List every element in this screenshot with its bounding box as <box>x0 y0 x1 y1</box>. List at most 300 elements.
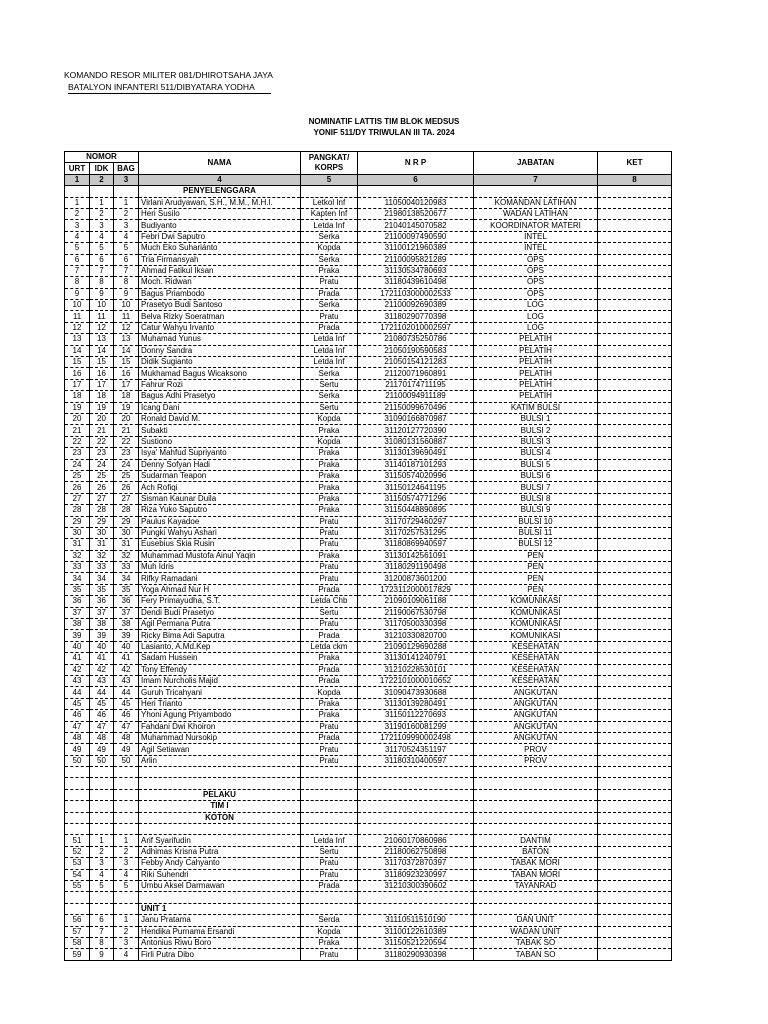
cell-jabatan: PROV <box>474 755 598 766</box>
cell-idk: 36 <box>90 596 114 607</box>
cell-bag: 47 <box>114 721 139 732</box>
cell-jabatan: TAYANRAD <box>474 881 598 892</box>
cell-pangkat: Letda Inf <box>301 334 358 345</box>
cell-ket <box>598 265 672 276</box>
cell-jabatan <box>474 186 598 197</box>
cell-nama: Tony Effendy <box>139 664 301 675</box>
cell-nrp <box>358 892 474 903</box>
cell-urt: 4 <box>65 231 90 242</box>
table-row <box>65 516 672 527</box>
cell-idk <box>90 824 114 835</box>
cell-nama: Adhimas Krisna Putra <box>139 846 301 857</box>
cell-jabatan: KOMUNIKASI <box>474 607 598 618</box>
cell-ket <box>598 334 672 345</box>
cell-nrp <box>358 767 474 778</box>
cell-bag: 4 <box>114 869 139 880</box>
cell-urt: 59 <box>65 949 90 960</box>
cell-urt <box>65 778 90 789</box>
cell-bag: 39 <box>114 630 139 641</box>
cell-urt: 3 <box>65 220 90 231</box>
blank-row <box>65 892 672 903</box>
table-row <box>65 630 672 641</box>
table-row <box>65 470 672 481</box>
header-line-1: KOMANDO RESOR MILITER 081/DHIROTSAHA JAYA <box>64 70 273 80</box>
table-row <box>65 368 672 379</box>
cell-idk <box>90 767 114 778</box>
cell-bag: 16 <box>114 368 139 379</box>
cell-ket <box>598 459 672 470</box>
cell-nama: Budiyanto <box>139 220 301 231</box>
cell-idk <box>90 812 114 823</box>
cell-bag: 29 <box>114 516 139 527</box>
cell-ket <box>598 675 672 686</box>
table-row <box>65 653 672 664</box>
cell-jabatan: BULSI 7 <box>474 482 598 493</box>
cell-urt: 49 <box>65 744 90 755</box>
cell-nama: Sustiono <box>139 436 301 447</box>
cell-pangkat: Praka <box>301 653 358 664</box>
cell-bag <box>114 789 139 800</box>
cell-jabatan <box>474 812 598 823</box>
cell-urt <box>65 186 90 197</box>
cell-idk: 26 <box>90 482 114 493</box>
table-row <box>65 527 672 538</box>
cell-bag: 6 <box>114 254 139 265</box>
cell-jabatan: TABAN MORI <box>474 869 598 880</box>
table-row <box>65 505 672 516</box>
table-row <box>65 413 672 424</box>
cell-urt: 32 <box>65 550 90 561</box>
cell-pangkat: Letda Inf <box>301 220 358 231</box>
cell-bag: 43 <box>114 675 139 686</box>
cell-idk: 28 <box>90 505 114 516</box>
cell-pangkat: Pratu <box>301 277 358 288</box>
cell-nrp: 31180869940597 <box>358 539 474 550</box>
cell-bag <box>114 824 139 835</box>
cell-idk: 16 <box>90 368 114 379</box>
cell-bag: 41 <box>114 653 139 664</box>
cell-jabatan: ANGKUTAN <box>474 732 598 743</box>
col-header-nama: NAMA <box>139 152 301 175</box>
cell-bag: 40 <box>114 641 139 652</box>
cell-ket <box>598 881 672 892</box>
cell-urt: 28 <box>65 505 90 516</box>
cell-bag: 14 <box>114 345 139 356</box>
cell-nama: Arlin <box>139 755 301 766</box>
cell-nrp: 21100094911189 <box>358 391 474 402</box>
cell-nama: Guruh Tricahyani <box>139 687 301 698</box>
table-row <box>65 926 672 937</box>
cell-ket <box>598 835 672 846</box>
cell-nama: Muhammad Nursokip <box>139 732 301 743</box>
cell-bag: 20 <box>114 413 139 424</box>
cell-jabatan: BULSI 1 <box>474 413 598 424</box>
cell-idk: 17 <box>90 379 114 390</box>
cell-urt <box>65 789 90 800</box>
cell-nrp: 11050040120983 <box>358 197 474 208</box>
cell-urt: 19 <box>65 402 90 413</box>
cell-idk: 3 <box>90 220 114 231</box>
cell-idk: 7 <box>90 265 114 276</box>
cell-bag: 9 <box>114 288 139 299</box>
cell-pangkat: Prada <box>301 630 358 641</box>
cell-pangkat: Pratu <box>301 573 358 584</box>
cell-urt: 30 <box>65 527 90 538</box>
cell-jabatan: BULSI 2 <box>474 425 598 436</box>
cell-nrp: 21170174711195 <box>358 379 474 390</box>
cell-nrp: 21050154121283 <box>358 357 474 368</box>
cell-nama: Umbu Aksel Darmawan <box>139 881 301 892</box>
cell-nama: Heri Trianto <box>139 698 301 709</box>
cell-nama: Riki Suhendri <box>139 869 301 880</box>
cell-jabatan: KESEHATAN <box>474 653 598 664</box>
cell-pangkat: Prada <box>301 322 358 333</box>
cell-jabatan: PELATIH <box>474 379 598 390</box>
cell-idk: 5 <box>90 243 114 254</box>
col-number: 8 <box>598 174 672 185</box>
table-row <box>65 915 672 926</box>
cell-ket <box>598 619 672 630</box>
cell-pangkat: Praka <box>301 710 358 721</box>
cell-nrp: 31130142561091 <box>358 550 474 561</box>
section-row <box>65 801 672 812</box>
cell-jabatan: PEN <box>474 562 598 573</box>
cell-idk: 35 <box>90 584 114 595</box>
col-header-idk: IDK <box>90 163 114 174</box>
cell-nama: Riza Yuko Saputro <box>139 505 301 516</box>
cell-jabatan: OPS <box>474 277 598 288</box>
cell-urt: 7 <box>65 265 90 276</box>
table-row <box>65 322 672 333</box>
cell-nama: Firli Putra Dibo <box>139 949 301 960</box>
cell-nrp: 31190160081299 <box>358 721 474 732</box>
cell-pangkat: Kopda <box>301 926 358 937</box>
cell-idk: 19 <box>90 402 114 413</box>
table-row <box>65 334 672 345</box>
table-row <box>65 402 672 413</box>
cell-ket <box>598 197 672 208</box>
cell-idk <box>90 789 114 800</box>
cell-jabatan: BULSI 11 <box>474 527 598 538</box>
cell-idk <box>90 903 114 914</box>
cell-idk: 14 <box>90 345 114 356</box>
cell-nama: Lasianto, A.Md.Kep <box>139 641 301 652</box>
cell-jabatan: BULSI 6 <box>474 470 598 481</box>
cell-ket <box>598 903 672 914</box>
cell-idk: 1 <box>90 197 114 208</box>
cell-bag: 5 <box>114 881 139 892</box>
cell-pangkat <box>301 824 358 835</box>
cell-nrp: 21150099670496 <box>358 402 474 413</box>
cell-nama: Donny Sandra <box>139 345 301 356</box>
cell-pangkat: Letda Inf <box>301 357 358 368</box>
cell-jabatan: BULSI 10 <box>474 516 598 527</box>
cell-ket <box>598 949 672 960</box>
cell-jabatan: PELATIH <box>474 391 598 402</box>
cell-idk: 31 <box>90 539 114 550</box>
cell-nrp: 31180923230997 <box>358 869 474 880</box>
cell-pangkat <box>301 767 358 778</box>
cell-nama: Sudarman Teapon <box>139 470 301 481</box>
cell-pangkat: Praka <box>301 448 358 459</box>
cell-nama: Paulus Kayadoe <box>139 516 301 527</box>
cell-urt: 46 <box>65 710 90 721</box>
cell-jabatan: PELATIH <box>474 345 598 356</box>
cell-urt: 24 <box>65 459 90 470</box>
cell-urt: 40 <box>65 641 90 652</box>
personnel-table <box>64 151 672 961</box>
cell-nrp: 31180310400597 <box>358 755 474 766</box>
cell-urt <box>65 812 90 823</box>
cell-urt: 21 <box>65 425 90 436</box>
cell-urt <box>65 801 90 812</box>
table-row <box>65 641 672 652</box>
cell-pangkat <box>301 778 358 789</box>
cell-pangkat: Letda ckm <box>301 641 358 652</box>
cell-nama: Sadam Hussein <box>139 653 301 664</box>
cell-idk: 47 <box>90 721 114 732</box>
cell-bag: 13 <box>114 334 139 345</box>
table-row <box>65 231 672 242</box>
cell-urt: 37 <box>65 607 90 618</box>
table-row <box>65 220 672 231</box>
col-number: 6 <box>358 174 474 185</box>
cell-idk: 43 <box>90 675 114 686</box>
cell-idk: 15 <box>90 357 114 368</box>
cell-nama: Subakti <box>139 425 301 436</box>
col-header-ket: KET <box>598 152 672 175</box>
cell-urt: 5 <box>65 243 90 254</box>
table-row <box>65 721 672 732</box>
cell-pangkat: Serka <box>301 368 358 379</box>
cell-urt: 47 <box>65 721 90 732</box>
cell-nama: Rifky Ramadani <box>139 573 301 584</box>
cell-ket <box>598 231 672 242</box>
cell-pangkat: Serka <box>301 300 358 311</box>
cell-jabatan: BULSI 4 <box>474 448 598 459</box>
cell-jabatan: KESEHATAN <box>474 664 598 675</box>
cell-jabatan: BULSI 12 <box>474 539 598 550</box>
cell-pangkat: Letda Chb <box>301 596 358 607</box>
cell-nama: Ahmad Fatikul Iksan <box>139 265 301 276</box>
table-row <box>65 744 672 755</box>
cell-urt <box>65 903 90 914</box>
cell-nrp: 21080735250786 <box>358 334 474 345</box>
cell-bag: 35 <box>114 584 139 595</box>
cell-jabatan: BULSI 5 <box>474 459 598 470</box>
cell-bag: 25 <box>114 470 139 481</box>
cell-jabatan: ANGKUTAN <box>474 710 598 721</box>
cell-nama: Ricky Bima Adi Saputra <box>139 630 301 641</box>
table-row <box>65 254 672 265</box>
cell-nrp: 31130141240791 <box>358 653 474 664</box>
cell-idk: 9 <box>90 949 114 960</box>
cell-ket <box>598 778 672 789</box>
cell-idk: 30 <box>90 527 114 538</box>
cell-idk: 6 <box>90 254 114 265</box>
cell-urt: 41 <box>65 653 90 664</box>
cell-nama: Tria Firmansyah <box>139 254 301 265</box>
cell-bag: 1 <box>114 915 139 926</box>
cell-bag: 2 <box>114 926 139 937</box>
table-row <box>65 277 672 288</box>
cell-bag: 2 <box>114 846 139 857</box>
cell-ket <box>598 516 672 527</box>
cell-idk: 4 <box>90 231 114 242</box>
cell-nrp: 31210330820700 <box>358 630 474 641</box>
cell-ket <box>598 653 672 664</box>
cell-bag: 28 <box>114 505 139 516</box>
cell-bag: 4 <box>114 231 139 242</box>
cell-idk: 44 <box>90 687 114 698</box>
cell-bag: 19 <box>114 402 139 413</box>
cell-urt: 17 <box>65 379 90 390</box>
cell-nrp: 21100097490590 <box>358 231 474 242</box>
cell-pangkat: Pratu <box>301 858 358 869</box>
cell-bag: 44 <box>114 687 139 698</box>
cell-jabatan: ANGKUTAN <box>474 698 598 709</box>
cell-ket <box>598 710 672 721</box>
cell-ket <box>598 584 672 595</box>
cell-nrp: 21090129690288 <box>358 641 474 652</box>
cell-nrp: 31150574020996 <box>358 470 474 481</box>
blank-row <box>65 767 672 778</box>
cell-jabatan: OPS <box>474 265 598 276</box>
cell-jabatan <box>474 824 598 835</box>
cell-nama: Ronald David M. <box>139 413 301 424</box>
cell-jabatan: KOORDINATOR MATERI <box>474 220 598 231</box>
cell-bag: 45 <box>114 698 139 709</box>
cell-pangkat <box>301 903 358 914</box>
cell-bag: 50 <box>114 755 139 766</box>
cell-idk: 25 <box>90 470 114 481</box>
cell-bag: 21 <box>114 425 139 436</box>
table-row <box>65 436 672 447</box>
cell-ket <box>598 539 672 550</box>
cell-pangkat: Pratu <box>301 721 358 732</box>
cell-urt: 25 <box>65 470 90 481</box>
col-header-nomor: NOMOR <box>65 152 139 163</box>
cell-idk: 37 <box>90 607 114 618</box>
table-row <box>65 835 672 846</box>
cell-pangkat: Pratu <box>301 619 358 630</box>
cell-nama: Antonius Riwu Boro <box>139 937 301 948</box>
cell-nrp: 21050190590583 <box>358 345 474 356</box>
table-row <box>65 732 672 743</box>
cell-bag: 12 <box>114 322 139 333</box>
cell-nama: Agil Permana Putra <box>139 619 301 630</box>
table-row <box>65 357 672 368</box>
cell-pangkat: Praka <box>301 937 358 948</box>
cell-nrp: 31140187101293 <box>358 459 474 470</box>
cell-nama: Bagus Adhi Prasetyo <box>139 391 301 402</box>
cell-jabatan: TABAK SO <box>474 937 598 948</box>
cell-jabatan: PELATIH <box>474 357 598 368</box>
cell-urt: 33 <box>65 562 90 573</box>
cell-urt: 50 <box>65 755 90 766</box>
cell-ket <box>598 220 672 231</box>
cell-jabatan: PEN <box>474 584 598 595</box>
cell-bag: 3 <box>114 937 139 948</box>
cell-ket <box>598 505 672 516</box>
cell-urt: 45 <box>65 698 90 709</box>
cell-bag: 31 <box>114 539 139 550</box>
cell-jabatan: PEN <box>474 573 598 584</box>
cell-idk: 8 <box>90 937 114 948</box>
cell-jabatan: OPS <box>474 254 598 265</box>
cell-pangkat: Pratu <box>301 744 358 755</box>
cell-nama: Febby Andy Cahyanto <box>139 858 301 869</box>
cell-idk: 5 <box>90 881 114 892</box>
cell-idk: 50 <box>90 755 114 766</box>
table-row <box>65 482 672 493</box>
table-row <box>65 858 672 869</box>
cell-nrp: 31180290930398 <box>358 949 474 960</box>
cell-urt: 13 <box>65 334 90 345</box>
cell-pangkat: Serka <box>301 231 358 242</box>
cell-ket <box>598 824 672 835</box>
cell-bag: 42 <box>114 664 139 675</box>
cell-pangkat: Pratu <box>301 949 358 960</box>
cell-ket <box>598 550 672 561</box>
cell-pangkat: Pratu <box>301 869 358 880</box>
cell-idk: 38 <box>90 619 114 630</box>
cell-urt: 8 <box>65 277 90 288</box>
cell-nrp: 31150448890895 <box>358 505 474 516</box>
cell-urt: 1 <box>65 197 90 208</box>
cell-bag: 23 <box>114 448 139 459</box>
cell-nrp: 31170372870397 <box>358 858 474 869</box>
cell-nrp: 31100122610389 <box>358 926 474 937</box>
cell-pangkat: Praka <box>301 550 358 561</box>
document-title: NOMINATIF LATTIS TIM BLOK MEDSUS <box>308 117 460 126</box>
cell-jabatan: BULSI 8 <box>474 493 598 504</box>
cell-nama: Muh Idris <box>139 562 301 573</box>
blank-row <box>65 778 672 789</box>
cell-urt: 31 <box>65 539 90 550</box>
cell-idk: 39 <box>90 630 114 641</box>
cell-idk: 13 <box>90 334 114 345</box>
cell-jabatan: BULSI 9 <box>474 505 598 516</box>
cell-nama: PENYELENGGARA <box>139 186 301 197</box>
cell-nama <box>139 824 301 835</box>
cell-idk: 42 <box>90 664 114 675</box>
section-row <box>65 812 672 823</box>
cell-nama: Dendi Budi Prasetyo <box>139 607 301 618</box>
cell-urt: 56 <box>65 915 90 926</box>
cell-nrp <box>358 801 474 812</box>
cell-urt: 29 <box>65 516 90 527</box>
cell-jabatan: DAN UNIT <box>474 915 598 926</box>
cell-nrp <box>358 789 474 800</box>
cell-nama: Pungki Wahyu Ashari <box>139 527 301 538</box>
cell-idk <box>90 892 114 903</box>
cell-nrp: 31210228530101 <box>358 664 474 675</box>
cell-pangkat: Praka <box>301 459 358 470</box>
cell-ket <box>598 345 672 356</box>
cell-bag <box>114 812 139 823</box>
cell-pangkat: Praka <box>301 505 358 516</box>
cell-urt: 35 <box>65 584 90 595</box>
col-number: 1 <box>65 174 90 185</box>
cell-nrp: 21190067530798 <box>358 607 474 618</box>
blank-row <box>65 824 672 835</box>
cell-pangkat: Pratu <box>301 516 358 527</box>
cell-jabatan: TABAK MORI <box>474 858 598 869</box>
cell-ket <box>598 767 672 778</box>
cell-urt: 16 <box>65 368 90 379</box>
cell-bag: 11 <box>114 311 139 322</box>
